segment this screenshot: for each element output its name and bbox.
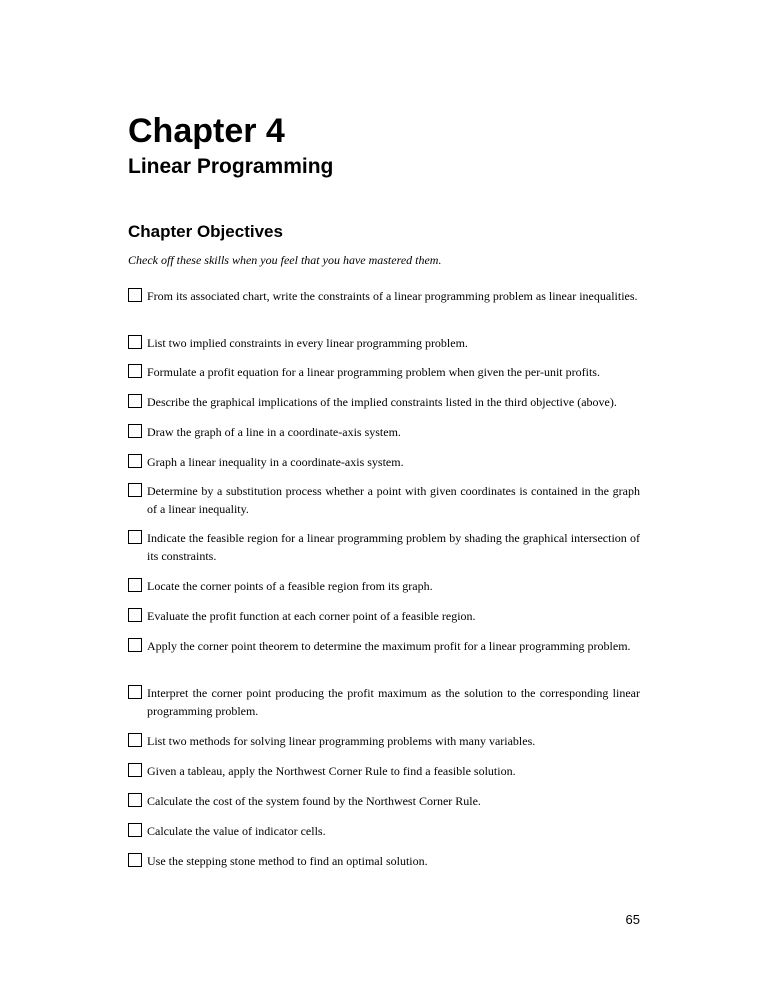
- chapter-subtitle: Linear Programming: [128, 155, 334, 178]
- objective-text: From its associated chart, write the constraints of a linear programming problem as linear inequalities.: [147, 289, 638, 303]
- objective-item: [128, 482, 640, 518]
- objective-text: Graph a linear inequality in a coordinate-axis system.: [147, 455, 404, 469]
- objective-text: Apply the corner point theorem to determine the maximum profit for a linear programming problem.: [147, 639, 631, 653]
- objective-item: [128, 453, 640, 471]
- objective-text: Indicate the feasible region for a linear programming problem by shading the graphical intersection of its constraints.: [147, 531, 640, 563]
- objective-item: [128, 529, 640, 565]
- objective-text: Use the stepping stone method to find an optimal solution.: [147, 854, 428, 868]
- objective-item: [128, 287, 640, 305]
- objective-text: Locate the corner points of a feasible region from its graph.: [147, 579, 433, 593]
- objective-checkbox[interactable]: [128, 793, 142, 807]
- objective-item: [128, 423, 640, 441]
- objective-item: [128, 334, 640, 352]
- objective-text: Calculate the cost of the system found by the Northwest Corner Rule.: [147, 794, 481, 808]
- objective-text: Describe the graphical implications of the implied constraints listed in the third objective (above).: [147, 395, 617, 409]
- objective-checkbox[interactable]: [128, 454, 142, 468]
- objective-checkbox[interactable]: [128, 608, 142, 622]
- objective-checkbox[interactable]: [128, 823, 142, 837]
- objective-item: [128, 577, 640, 595]
- objective-item: [128, 684, 640, 720]
- objectives-heading: Chapter Objectives: [128, 222, 283, 241]
- objective-item: [128, 852, 640, 870]
- chapter-title: Chapter 4: [128, 112, 285, 150]
- objective-checkbox[interactable]: [128, 394, 142, 408]
- objective-text: Draw the graph of a line in a coordinate-axis system.: [147, 425, 401, 439]
- objective-checkbox[interactable]: [128, 335, 142, 349]
- objective-checkbox[interactable]: [128, 685, 142, 699]
- objective-checkbox[interactable]: [128, 578, 142, 592]
- objective-checkbox[interactable]: [128, 364, 142, 378]
- objective-checkbox[interactable]: [128, 638, 142, 652]
- page-number: 65: [625, 912, 640, 927]
- objective-checkbox[interactable]: [128, 530, 142, 544]
- objective-text: Formulate a profit equation for a linear programming problem when given the per-unit profits.: [147, 365, 600, 379]
- objective-text: Calculate the value of indicator cells.: [147, 824, 326, 838]
- objective-item: [128, 637, 640, 655]
- objective-checkbox[interactable]: [128, 288, 142, 302]
- objective-item: [128, 607, 640, 625]
- objective-checkbox[interactable]: [128, 853, 142, 867]
- objective-item: [128, 762, 640, 780]
- objective-checkbox[interactable]: [128, 763, 142, 777]
- objective-item: [128, 363, 640, 381]
- objective-item: [128, 732, 640, 750]
- objective-checkbox[interactable]: [128, 424, 142, 438]
- objective-text: Determine by a substitution process whether a point with given coordinates is contained in the graph of a linear inequality.: [147, 484, 640, 516]
- objective-checkbox[interactable]: [128, 483, 142, 497]
- objective-text: Evaluate the profit function at each corner point of a feasible region.: [147, 609, 476, 623]
- objective-text: Given a tableau, apply the Northwest Corner Rule to find a feasible solution.: [147, 764, 516, 778]
- objective-text: List two methods for solving linear programming problems with many variables.: [147, 734, 536, 748]
- objective-item: [128, 822, 640, 840]
- objective-item: [128, 792, 640, 810]
- objective-text: Interpret the corner point producing the profit maximum as the solution to the corresponding linear programming problem.: [147, 686, 640, 718]
- objectives-instructions: Check off these skills when you feel that you have mastered them.: [128, 253, 442, 267]
- objective-item: [128, 393, 640, 411]
- objective-checkbox[interactable]: [128, 733, 142, 747]
- objective-text: List two implied constraints in every linear programming problem.: [147, 336, 468, 350]
